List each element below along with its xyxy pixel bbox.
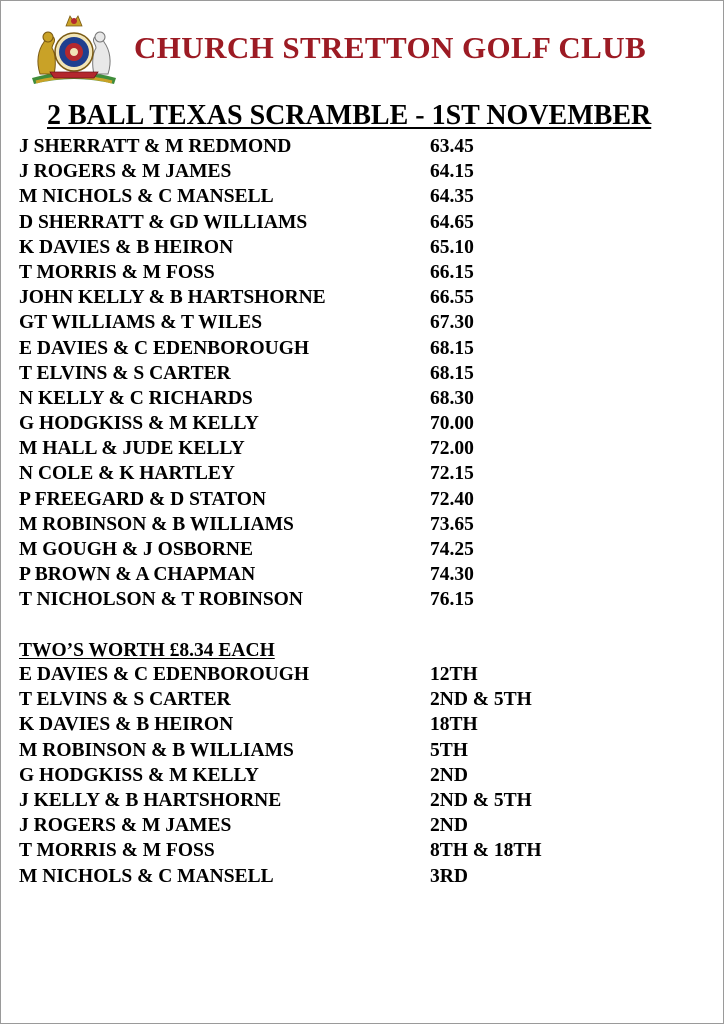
result-row: [19, 210, 659, 235]
twos-pair: M NICHOLS & C MANSELL: [19, 865, 274, 887]
result-row: [19, 184, 659, 209]
twos-heading: TWO’S WORTH £8.34 EACH: [19, 640, 275, 661]
result-row: [19, 386, 659, 411]
twos-pair: E DAVIES & C EDENBOROUGH: [19, 664, 310, 685]
result-row: [19, 285, 659, 310]
twos-holes: 18TH: [430, 714, 478, 736]
result-score: 68.15: [430, 337, 474, 359]
twos-row: [19, 813, 659, 838]
club-crest-icon: [26, 12, 122, 88]
result-score: 76.15: [430, 589, 474, 611]
result-score: 73.65: [430, 513, 474, 535]
twos-holes: 3RD: [430, 865, 468, 887]
result-pair: N COLE & K HARTLEY: [19, 463, 236, 485]
result-row: [19, 260, 659, 285]
result-pair: J SHERRATT & M REDMOND: [19, 136, 292, 157]
twos-row: [19, 738, 659, 763]
result-score: 66.55: [430, 287, 474, 309]
result-pair: JOHN KELLY & B HARTSHORNE: [19, 287, 326, 309]
result-row: [19, 159, 659, 184]
result-row: [19, 134, 659, 159]
twos-pair: T MORRIS & M FOSS: [19, 840, 215, 862]
result-pair: E DAVIES & C EDENBOROUGH: [19, 337, 310, 359]
result-pair: P FREEGARD & D STATON: [19, 488, 267, 510]
result-pair: P BROWN & A CHAPMAN: [19, 564, 256, 586]
result-score: 64.65: [430, 211, 474, 233]
result-pair: K DAVIES & B HEIRON: [19, 236, 234, 258]
result-row: [19, 512, 659, 537]
twos-list: [19, 662, 659, 889]
result-row: [19, 487, 659, 512]
result-score: 72.00: [430, 438, 474, 460]
result-score: 74.25: [430, 539, 474, 560]
result-score: 74.30: [430, 564, 474, 586]
result-score: 70.00: [430, 413, 474, 435]
result-score: 68.15: [430, 362, 474, 384]
result-pair: T NICHOLSON & T ROBINSON: [19, 589, 303, 611]
twos-pair: M ROBINSON & B WILLIAMS: [19, 739, 294, 761]
twos-holes: 2ND & 5TH: [430, 789, 532, 811]
result-pair: M NICHOLS & C MANSELL: [19, 186, 274, 208]
twos-holes: 8TH & 18TH: [430, 840, 542, 862]
result-score: 67.30: [430, 312, 474, 334]
twos-row: [19, 763, 659, 788]
result-row: [19, 235, 659, 260]
result-score: 63.45: [430, 136, 474, 157]
result-pair: M ROBINSON & B WILLIAMS: [19, 513, 294, 535]
twos-holes: 5TH: [430, 739, 468, 761]
result-pair: M GOUGH & J OSBORNE: [19, 539, 254, 560]
result-row: [19, 436, 659, 461]
result-score: 66.15: [430, 261, 474, 283]
result-row: [19, 361, 659, 386]
twos-pair: T ELVINS & S CARTER: [19, 689, 231, 711]
twos-row: [19, 687, 659, 712]
results-list: [19, 134, 659, 613]
result-score: 72.40: [430, 488, 474, 510]
twos-row: [19, 788, 659, 813]
result-pair: D SHERRATT & GD WILLIAMS: [19, 211, 308, 233]
result-pair: G HODGKISS & M KELLY: [19, 413, 259, 435]
result-score: 64.35: [430, 186, 474, 208]
twos-pair: J ROGERS & M JAMES: [19, 815, 232, 837]
result-pair: T ELVINS & S CARTER: [19, 362, 231, 384]
twos-pair: G HODGKISS & M KELLY: [19, 764, 259, 786]
twos-row: [19, 712, 659, 737]
twos-pair: K DAVIES & B HEIRON: [19, 714, 234, 736]
result-row: [19, 310, 659, 335]
result-row: [19, 461, 659, 486]
result-pair: T MORRIS & M FOSS: [19, 261, 215, 283]
twos-pair: J KELLY & B HARTSHORNE: [19, 789, 282, 811]
twos-holes: 2ND: [430, 815, 468, 837]
result-pair: M HALL & JUDE KELLY: [19, 438, 245, 460]
club-name: CHURCH STRETTON GOLF CLUB: [134, 30, 647, 65]
twos-holes: 2ND & 5TH: [430, 689, 532, 711]
twos-row: [19, 662, 659, 687]
twos-row: [19, 864, 659, 889]
result-row: [19, 411, 659, 436]
twos-row: [19, 838, 659, 863]
result-pair: GT WILLIAMS & T WILES: [19, 312, 263, 334]
event-title: 2 BALL TEXAS SCRAMBLE - 1ST NOVEMBER: [47, 100, 652, 131]
twos-holes: 2ND: [430, 764, 468, 786]
result-row: [19, 562, 659, 587]
result-pair: J ROGERS & M JAMES: [19, 161, 232, 183]
result-score: 65.10: [430, 236, 474, 258]
result-pair: N KELLY & C RICHARDS: [19, 387, 253, 409]
result-score: 72.15: [430, 463, 474, 485]
result-row: [19, 336, 659, 361]
twos-holes: 12TH: [430, 664, 478, 685]
result-row: [19, 587, 659, 612]
result-row: [19, 537, 659, 562]
result-score: 68.30: [430, 387, 474, 409]
result-score: 64.15: [430, 161, 474, 183]
